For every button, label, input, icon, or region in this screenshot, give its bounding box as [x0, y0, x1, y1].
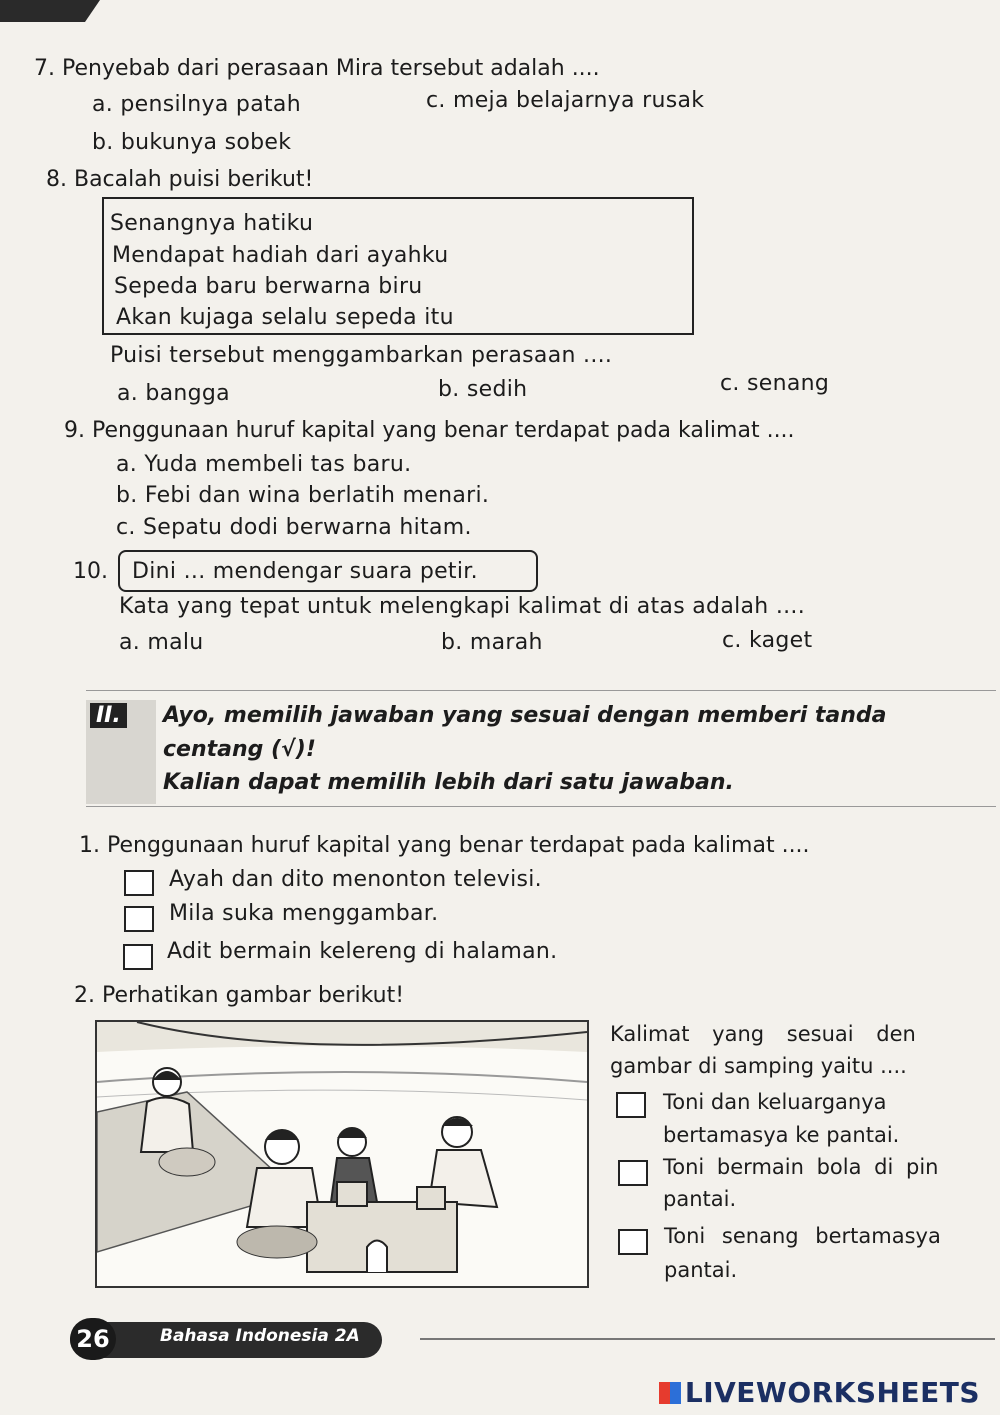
section-instruction-1: Ayo, memilih jawaban yang sesuai dengan memberi tanda [163, 703, 887, 728]
section-divider-bottom [86, 806, 996, 807]
footer-line [420, 1338, 995, 1340]
s2q1-option-1: Ayah dan dito menonton televisi. [169, 867, 542, 892]
q9-option-c: c. Sepatu dodi berwarna hitam. [116, 515, 472, 540]
s2q2-checkbox-1[interactable] [616, 1092, 646, 1118]
s2q2-option-3a: Toni senang bertamasya [664, 1224, 941, 1248]
q10-sentence: Dini ... mendengar suara petir. [132, 559, 478, 584]
section-divider-top [86, 690, 996, 691]
logo-mark-icon [659, 1382, 681, 1404]
q8-option-c: c. senang [720, 371, 830, 396]
q10-number: 10. [73, 559, 108, 584]
poem-line-4: Akan kujaga selalu sepeda itu [116, 305, 454, 330]
q10-option-b: b. marah [441, 630, 543, 655]
s2q2-checkbox-2[interactable] [618, 1160, 648, 1186]
poem-line-2: Mendapat hadiah dari ayahku [112, 243, 449, 268]
s2q1-option-2: Mila suka menggambar. [169, 901, 439, 926]
page-number: 26 [70, 1318, 116, 1360]
q9-option-a: a. Yuda membeli tas baru. [116, 452, 412, 477]
poem-line-3: Sepeda baru berwarna biru [114, 274, 423, 299]
s2q2-option-1b: bertamasya ke pantai. [663, 1123, 900, 1147]
q8-option-a: a. bangga [117, 381, 230, 406]
page-corner-shadow [0, 0, 100, 22]
section-instruction-3: Kalian dapat memilih lebih dari satu jawaban. [163, 770, 734, 795]
s2q1-text: 1. Penggunaan huruf kapital yang benar terdapat pada kalimat .... [79, 833, 810, 858]
q8-text: 8. Bacalah puisi berikut! [46, 167, 314, 192]
q7-option-c: c. meja belajarnya rusak [426, 88, 705, 113]
s2q1-checkbox-2[interactable] [124, 906, 154, 932]
beach-scene-image [97, 1022, 587, 1286]
q7-option-b: b. bukunya sobek [92, 130, 292, 155]
q7-text: 7. Penyebab dari perasaan Mira tersebut adalah .... [34, 56, 600, 81]
logo-text: LIVEWORKSHEETS [684, 1376, 980, 1409]
q9-option-b: b. Febi dan wina berlatih menari. [116, 483, 490, 508]
section-number: II. [90, 703, 127, 728]
s2q2-side-2: gambar di samping yaitu .... [610, 1054, 907, 1078]
s2q2-option-1a: Toni dan keluarganya [663, 1090, 887, 1114]
q8-option-b: b. sedih [438, 377, 528, 402]
beach-illustration [95, 1020, 589, 1288]
s2q2-checkbox-3[interactable] [618, 1229, 648, 1255]
q9-text: 9. Penggunaan huruf kapital yang benar terdapat pada kalimat .... [64, 418, 795, 443]
section-instruction-2: centang (√)! [163, 737, 316, 762]
s2q2-option-2b: pantai. [663, 1187, 737, 1211]
q10-option-a: a. malu [119, 630, 204, 655]
s2q2-side-1: Kalimat yang sesuai den [610, 1022, 916, 1046]
s2q2-option-2a: Toni bermain bola di pin [663, 1155, 939, 1179]
s2q1-checkbox-3[interactable] [123, 944, 153, 970]
s2q1-option-3: Adit bermain kelereng di halaman. [167, 939, 558, 964]
s2q2-option-3b: pantai. [664, 1258, 738, 1282]
q10-prompt: Kata yang tepat untuk melengkapi kalimat di atas adalah .... [119, 594, 806, 619]
q8-prompt: Puisi tersebut menggambarkan perasaan .... [110, 343, 613, 368]
s2q1-checkbox-1[interactable] [124, 870, 154, 896]
liveworksheets-logo [659, 1376, 980, 1409]
poem-line-1: Senangnya hatiku [110, 211, 314, 236]
q7-option-a: a. pensilnya patah [92, 92, 301, 117]
s2q2-text: 2. Perhatikan gambar berikut! [74, 983, 405, 1008]
q10-option-c: c. kaget [722, 628, 813, 653]
book-title: Bahasa Indonesia 2A [160, 1326, 360, 1346]
